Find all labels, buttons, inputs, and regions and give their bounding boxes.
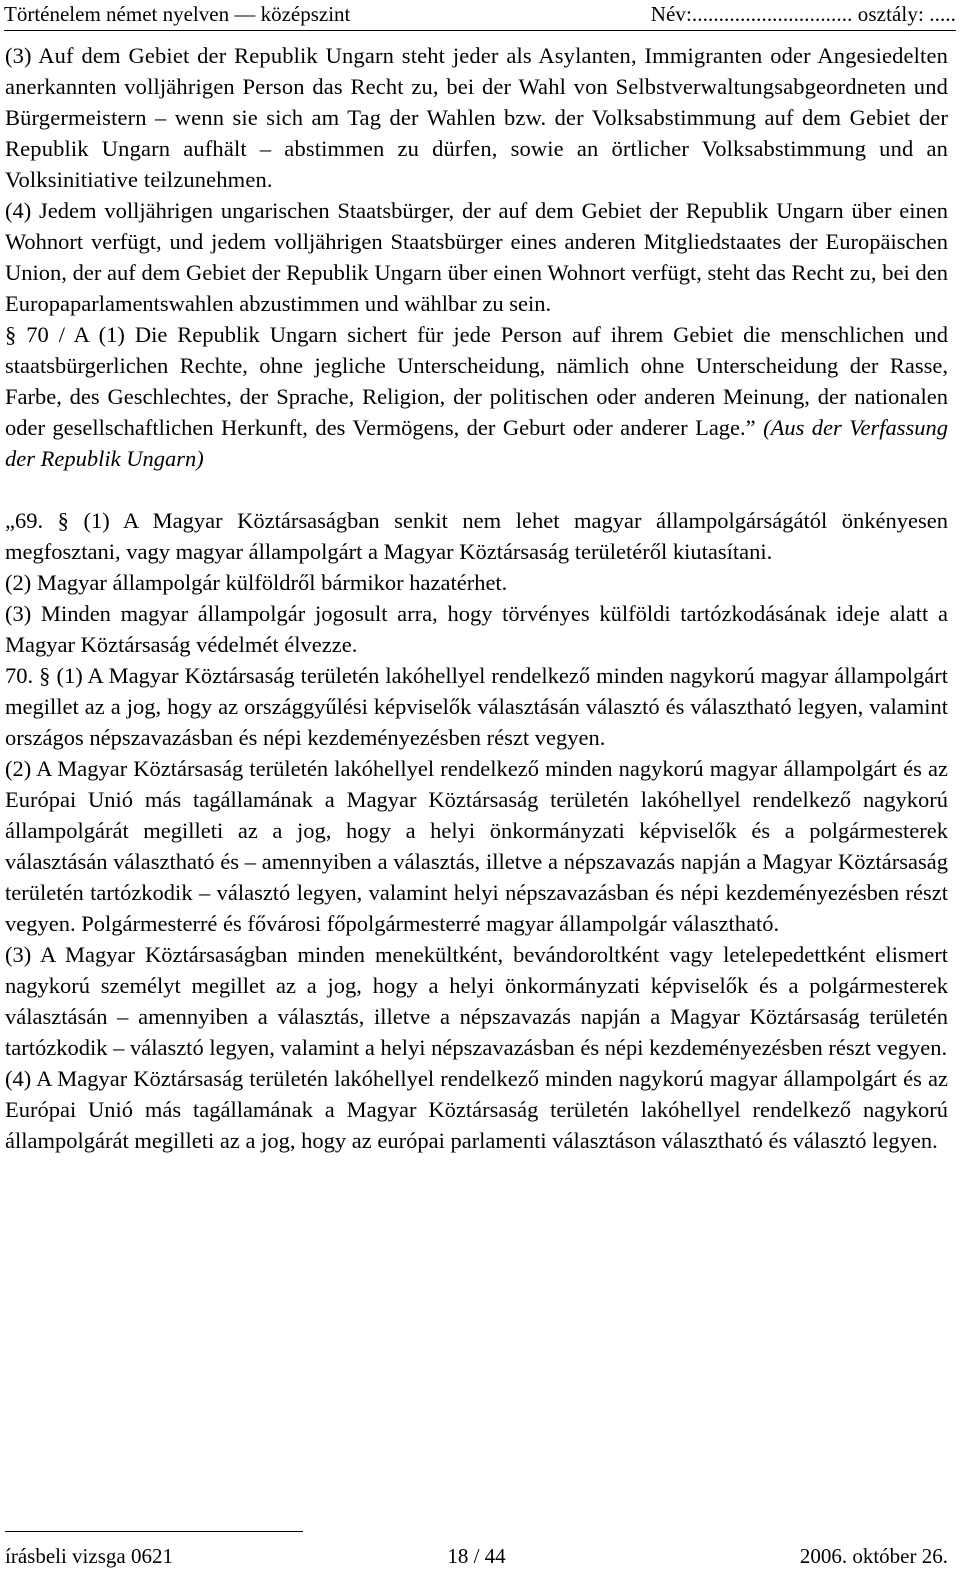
footer-exam-code: írásbeli vizsga 0621	[5, 1544, 173, 1568]
source-citation: (Aus der Verfassung der Republik Ungarn)	[5, 415, 948, 471]
page-header	[4, 2, 956, 31]
footer-date: 2006. október 26.	[799, 1544, 948, 1568]
paragraph-hu-70-2: (2) A Magyar Köztársaság területén lakóhellyel rendelkező minden nagykorú magyar állampolgárt és az Európai Unió más tagállamának a Magyar Köztársaság területén lakóhellyel rendelkező nagykorú állampolgárát megilleti az a jog, hogy a helyi önkormányzati képviselők és a polgármesterek választásán választható és – amennyiben a választás, illetve a népszavazás napján a Magyar Köztársaság területén tartózkodik – választó legyen, valamint helyi népszavazásban és népi kezdeményezésben részt vegyen. Polgármesterré és fővárosi főpolgármesterré magyar állampolgár választható.	[5, 756, 948, 936]
paragraph-hu-70-1: 70. § (1) A Magyar Köztársaság területén lakóhellyel rendelkező minden nagykorú magyar állampolgárt megillet az a jog, hogy az országgyűlési képviselők választásán választó és választható legyen, valamint országos népszavazásban és népi kezdeményezésben részt vegyen.	[5, 663, 948, 750]
header-name-class-field: Név:.............................. osztály: .....	[650, 2, 956, 26]
paragraph-70a	[5, 319, 948, 474]
header-subject: Történelem német nyelven — középszint	[4, 2, 351, 26]
paragraph-de-3: (3) Auf dem Gebiet der Republik Ungarn steht jeder als Asylanten, Immigranten oder Angesiedelten anerkannten volljährigen Person das Recht zu, bei der Wahl von Selbstverwaltungsabgeordneten und Bürgermeistern – wenn sie sich am Tag der Wahlen bzw. der Volksabstimmung auf dem Gebiet der Republik Ungarn aufhält – abstimmen zu dürfen, sowie an örtlicher Volksabstimmung und an Volksinitiative teilzunehmen.	[5, 43, 948, 192]
footer-rule	[5, 1531, 303, 1532]
page-content	[5, 40, 948, 1156]
paragraph-hu-70-3: (3) A Magyar Köztársaságban minden menekültként, bevándoroltként vagy letelepedettként elismert nagykorú személyt megillet az a jog, hogy a helyi önkormányzati képviselők és a polgármesterek választásán – amennyiben a választás, illetve a népszavazás napján a Magyar Köztársaság területén tartózkodik – választó legyen, valamint a helyi népszavazásban és népi kezdeményezésben részt vegyen.	[5, 942, 948, 1060]
paragraph-hu-70-4: (4) A Magyar Köztársaság területén lakóhellyel rendelkező minden nagykorú magyar állampolgárt és az Európai Unió más tagállamának a Magyar Köztársaság területén lakóhellyel rendelkező nagykorú állampolgárát megilleti az a jog, hogy az európai parlamenti választáson választható és választó legyen.	[5, 1066, 948, 1153]
paragraph-hu-69-2: (2) Magyar állampolgár külföldről bármikor hazatérhet.	[5, 570, 508, 595]
page-footer	[5, 1544, 948, 1574]
paragraph-hu-69-1: „69. § (1) A Magyar Köztársaságban senkit nem lehet magyar állampolgárságától önkényesen megfosztani, vagy magyar állampolgárt a Magyar Köztársaság területéről kiutasítani.	[5, 508, 948, 564]
paragraph-70a-text: § 70 / A (1) Die Republik Ungarn sichert für jede Person auf ihrem Gebiet die menschlichen und staatsbürgerlichen Rechte, ohne jegliche Unterscheidung, nämlich ohne Unterscheidung der Rasse, Farbe, des Geschlechtes, der Sprache, Religion, der politischen oder anderen Meinung, der nationalen oder gesellschaftlichen Herkunft, des Vermögens, der Geburt oder anderer Lage.”	[5, 322, 948, 440]
footer-page-number: 18 / 44	[447, 1544, 506, 1568]
paragraph-spacer	[5, 474, 948, 505]
paragraph-hu-69-3: (3) Minden magyar állampolgár jogosult arra, hogy törvényes külföldi tartózkodásának ideje alatt a Magyar Köztársaság védelmét élvezze.	[5, 601, 948, 657]
paragraph-de-4: (4) Jedem volljährigen ungarischen Staatsbürger, der auf dem Gebiet der Republik Ungarn über einen Wohnort verfügt, und jedem volljährigen Staatsbürger eines anderen Mitgliedstaates der Europäischen Union, der auf dem Gebiet der Republik Ungarn über einen Wohnort verfügt, steht das Recht zu, bei den Europaparlamentswahlen abzustimmen und wählbar zu sein.	[5, 198, 948, 316]
